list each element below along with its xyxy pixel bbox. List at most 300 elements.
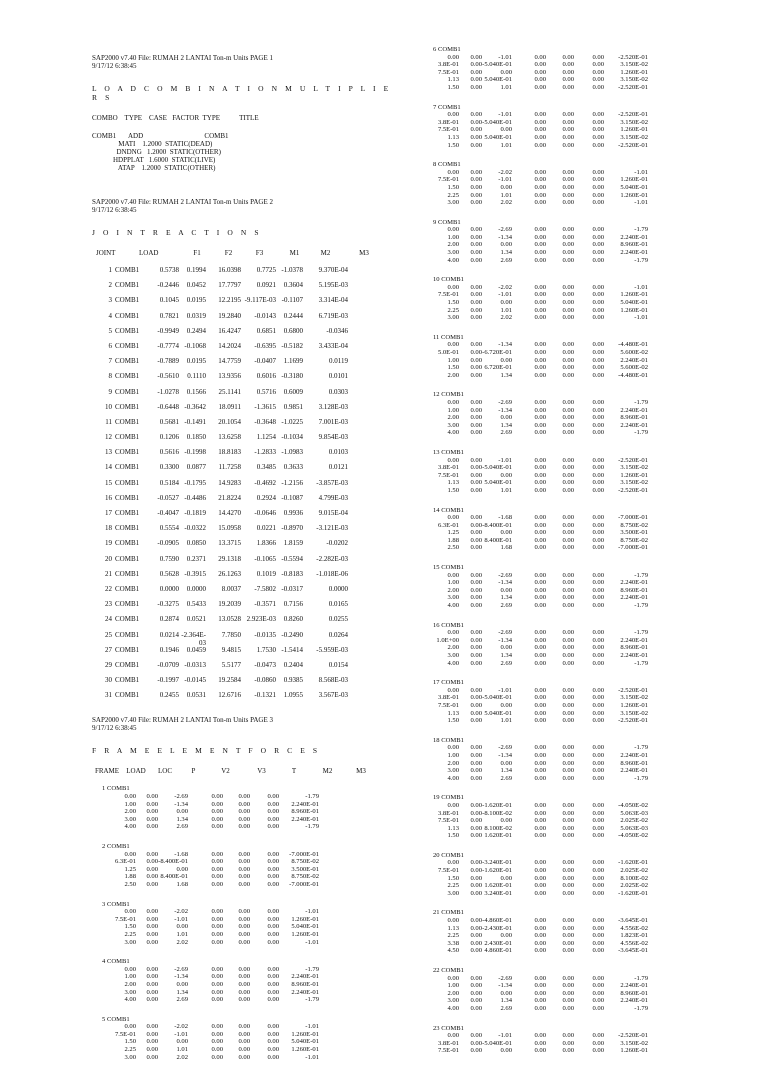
frame-force-row <box>425 572 755 580</box>
frame-force-cell: 5.0E-01 <box>437 349 459 356</box>
joint-reaction-cell: -0.0135 <box>254 630 276 639</box>
frame-force-cell: 0.00 <box>592 429 604 437</box>
frame-force-cell: 0.00 <box>562 118 574 126</box>
frame-force-cell: 6.720E-01 <box>484 364 512 372</box>
frame-force-cell: -2.69 <box>498 226 512 234</box>
frame-force-cell: -1.34 <box>174 800 188 808</box>
frame-force-cell: 0.00 <box>562 464 574 472</box>
frame-force-cell: 1.00 <box>447 356 459 364</box>
frame-force-cell: 0.00 <box>592 314 604 322</box>
frame-force-cell: 2.25 <box>124 930 136 938</box>
frame-force-cell: 0.00 <box>592 709 604 717</box>
frame-force-cell: -2.69 <box>498 974 512 982</box>
joint-reaction-cell: COMB1 <box>115 691 140 700</box>
joint-reaction-cell: 27 <box>105 645 112 654</box>
frame-force-cell: 1.68 <box>176 880 188 888</box>
frame-force-cell: 0.00 <box>500 932 512 940</box>
frame-force-cell: 0.00 <box>146 800 158 808</box>
frame-force-cell: -1.79 <box>634 1004 648 1012</box>
frame-force-cell: 0.00 <box>562 349 574 356</box>
frame-force-cell: -1.01 <box>498 291 512 299</box>
frame-element-block <box>425 449 755 495</box>
joint-reaction-cell: COMB1 <box>115 402 140 411</box>
frame-force-cell: 0.00 <box>124 908 136 916</box>
frame-force-cell: 0.00 <box>534 341 546 349</box>
joint-reaction-cell: COMB1 <box>115 615 140 624</box>
frame-force-cell: -1.01 <box>305 938 319 946</box>
frame-header-cell: T <box>291 767 297 776</box>
frame-force-cell: -1.34 <box>498 751 512 759</box>
frame-force-cell: 4.556E-02 <box>620 939 648 947</box>
page2-header-line1: SAP2000 v7.40 File: RUMAH 2 LANTAI Ton-m Units PAGE 2 <box>92 198 273 206</box>
frame-force-cell: -1.620E-01 <box>482 867 512 875</box>
frame-force-cell: 0.00 <box>534 652 546 659</box>
frame-force-cell: 0.00 <box>447 629 459 637</box>
frame-force-cell: 0.00 <box>592 824 604 832</box>
frame-force-cell: 1.01 <box>500 486 512 494</box>
frame-force-cell: 3.150E-02 <box>620 464 648 472</box>
frame-element-block <box>425 161 755 207</box>
frame-force-cell: 0.00 <box>470 241 482 249</box>
joint-reaction-cell: 0.0121 <box>328 463 348 472</box>
frame-force-cell: 2.50 <box>124 880 136 888</box>
frame-force-cell: 0.00 <box>470 306 482 314</box>
joint-reaction-cell: COMB1 <box>115 554 140 563</box>
frame-element-title: 14 COMB1 <box>433 506 464 514</box>
joint-reaction-cell: COMB1 <box>115 281 140 290</box>
frame-force-cell: 0.00 <box>267 808 279 816</box>
frame-force-cell: 0.00 <box>592 406 604 414</box>
frame-force-cell: 0.00 <box>562 514 574 522</box>
frame-force-cell: -1.79 <box>305 793 319 801</box>
frame-force-cell: 0.00 <box>534 183 546 191</box>
joint-reaction-cell: 9 <box>108 387 112 396</box>
frame-force-cell: 0.00 <box>238 850 250 858</box>
joint-reaction-cell: 20 <box>105 554 112 563</box>
frame-force-cell: 0.00 <box>562 579 574 587</box>
joint-reaction-cell: -0.3275 <box>157 600 179 609</box>
frame-force-cell: 5.600E-02 <box>620 364 648 372</box>
joint-reaction-cell: -0.0322 <box>184 524 206 533</box>
frame-force-cell: 0.00 <box>562 241 574 249</box>
frame-force-cell: 0.00 <box>534 283 546 291</box>
frame-force-cell: 0.00 <box>562 256 574 264</box>
frame-force-cell: 3.150E-02 <box>620 694 648 702</box>
joint-reaction-row <box>92 388 392 403</box>
frame-force-cell: 0.00 <box>562 1004 574 1012</box>
joint-reaction-cell: COMB1 <box>115 433 140 442</box>
frame-force-cell: 0.00 <box>534 241 546 249</box>
frame-force-cell: 0.00 <box>562 141 574 149</box>
frame-force-cell: 0.00 <box>146 873 158 881</box>
frame-force-cell: 7.5E-01 <box>437 817 459 825</box>
frame-force-cell: 0.00 <box>592 414 604 422</box>
frame-force-cell: -2.02 <box>498 283 512 291</box>
joint-reaction-cell: COMB1 <box>115 326 140 335</box>
frame-force-cell: 0.00 <box>211 1030 223 1038</box>
frame-force-cell: 2.240E-01 <box>291 800 319 808</box>
frame-force-cell: 0.00 <box>470 874 482 882</box>
load-combination-title: L O A D C O M B I N A T I O N M U L T I P L I E R S <box>92 84 392 102</box>
joint-reaction-cell: -0.1065 <box>254 554 276 563</box>
joint-reaction-cell: 0.0000 <box>159 584 179 593</box>
frame-force-cell: 0.00 <box>211 908 223 916</box>
load-combination-table <box>92 114 392 172</box>
joint-reaction-cell: -0.8970 <box>281 524 303 533</box>
frame-force-row <box>425 314 755 322</box>
frame-force-cell: 0.00 <box>562 199 574 207</box>
frame-force-cell: 0.00 <box>592 939 604 947</box>
joint-reaction-cell: -0.4486 <box>184 493 206 502</box>
frame-element-title: 19 COMB1 <box>433 794 464 802</box>
joint-reaction-cell: 16.4247 <box>218 326 241 335</box>
joint-reaction-cell: 9.015E-04 <box>318 509 348 517</box>
frame-force-cell: -5.040E-01 <box>482 464 512 472</box>
frame-force-row <box>425 760 755 768</box>
joint-reaction-cell: COMB1 <box>115 539 140 548</box>
frame-force-cell: 0.00 <box>211 858 223 866</box>
page3-header-line2: 9/17/12 6:38:45 <box>92 724 137 733</box>
frame-force-cell: 0.00 <box>470 199 482 207</box>
frame-force-cell: -2.69 <box>498 571 512 579</box>
joint-reaction-row <box>92 494 392 509</box>
joint-reaction-cell: 5 <box>108 326 112 335</box>
frame-force-row <box>92 981 392 989</box>
joint-reaction-cell: 0.0000 <box>186 584 206 593</box>
frame-force-row <box>92 923 392 931</box>
frame-force-row <box>425 372 755 380</box>
frame-force-cell: 0.00 <box>470 767 482 775</box>
frame-force-cell: -1.79 <box>634 398 648 406</box>
frame-force-cell: 2.00 <box>124 808 136 816</box>
frame-force-cell: 1.50 <box>447 717 459 725</box>
joint-header-cell: LOAD <box>139 249 159 257</box>
frame-force-cell: 0.00 <box>534 133 546 141</box>
frame-force-cell: 0.00 <box>146 808 158 816</box>
frame-force-cell: 2.00 <box>124 980 136 988</box>
joint-reaction-cell: COMB1 <box>115 478 140 487</box>
frame-force-cell: -1.79 <box>634 659 648 667</box>
frame-force-cell: -4.050E-02 <box>618 801 648 809</box>
frame-force-cell: 0.00 <box>500 471 512 479</box>
frame-force-cell: 8.400E-01 <box>484 536 512 544</box>
frame-force-cell: 0.00 <box>500 644 512 652</box>
joint-reaction-cell: 13.6258 <box>218 433 241 442</box>
frame-force-cell: 0.00 <box>470 536 482 544</box>
joint-reaction-cell: -5.959E-03 <box>316 645 348 654</box>
frame-force-cell: 0.00 <box>238 908 250 916</box>
frame-force-row <box>425 717 755 725</box>
frame-force-row <box>92 808 392 816</box>
frame-force-cell: 0.00 <box>267 965 279 973</box>
joint-reaction-cell: 14.4270 <box>218 509 241 517</box>
frame-force-cell: 4.00 <box>447 602 459 610</box>
frame-force-cell: 0.00 <box>534 1047 546 1055</box>
joint-reaction-cell: 16.0398 <box>218 266 241 274</box>
joint-reaction-cell: 18 <box>105 524 112 533</box>
frame-force-cell: 0.00 <box>447 456 459 464</box>
frame-force-cell: 0.00 <box>267 873 279 881</box>
joint-reaction-cell: -0.1321 <box>254 691 276 700</box>
joint-reaction-cell: 1.7530 <box>256 645 276 654</box>
frame-force-cell: 0.00 <box>562 456 574 464</box>
frame-force-cell: 2.69 <box>500 602 512 610</box>
frame-force-cell: 8.960E-01 <box>620 644 648 652</box>
frame-force-cell: 0.00 <box>470 939 482 947</box>
joint-reaction-cell: 0.0000 <box>328 584 348 593</box>
frame-force-cell: 0.00 <box>534 832 546 840</box>
frame-force-cell: 0.00 <box>447 226 459 234</box>
joint-reaction-row <box>92 600 392 615</box>
frame-force-cell: 0.00 <box>534 982 546 990</box>
frame-force-cell: 0.00 <box>470 586 482 594</box>
frame-force-cell: 0.00 <box>470 774 482 782</box>
joint-reaction-cell: -0.1107 <box>281 296 303 305</box>
joint-header-cell: JOINT <box>96 249 116 257</box>
frame-force-cell: 0.00 <box>211 823 223 831</box>
frame-force-cell: 0.00 <box>562 529 574 537</box>
frame-force-cell: 0.00 <box>500 126 512 134</box>
frame-force-cell: 0.00 <box>592 364 604 372</box>
frame-force-cell: -6.720E-01 <box>482 349 512 356</box>
joint-reaction-cell: COMB1 <box>115 387 140 396</box>
frame-force-cell: 0.00 <box>238 938 250 946</box>
frame-force-cell: 0.00 <box>592 1004 604 1012</box>
joint-reaction-cell: 0.0119 <box>329 357 348 366</box>
frame-force-cell: 0.00 <box>211 800 223 808</box>
frame-force-cell: 1.260E-01 <box>620 471 648 479</box>
frame-element-title: 8 COMB1 <box>433 161 461 169</box>
frame-force-row <box>425 241 755 249</box>
frame-force-row <box>425 882 755 890</box>
frame-force-cell: 3.00 <box>447 594 459 602</box>
frame-force-cell: 2.00 <box>447 414 459 422</box>
frame-force-cell: 0.00 <box>562 832 574 840</box>
frame-force-cell: 1.34 <box>176 988 188 996</box>
frame-force-cell: 1.68 <box>500 544 512 552</box>
frame-force-cell: 0.00 <box>447 859 459 867</box>
frame-force-cell: 0.00 <box>534 349 546 356</box>
frame-force-cell: 5.040E-01 <box>291 1038 319 1046</box>
frame-force-cell: 1.260E-01 <box>620 176 648 184</box>
joint-reaction-cell: 0.2404 <box>283 660 303 669</box>
frame-force-cell: 0.00 <box>562 686 574 694</box>
frame-force-cell: 0.00 <box>534 932 546 940</box>
frame-force-cell: 0.00 <box>470 571 482 579</box>
frame-force-cell: 0.00 <box>562 809 574 817</box>
joint-reaction-cell: -0.1491 <box>184 417 206 426</box>
frame-force-cell: 1.88 <box>447 536 459 544</box>
frame-force-cell: 0.00 <box>267 908 279 916</box>
frame-force-cell: -1.79 <box>305 823 319 831</box>
frame-force-cell: 0.00 <box>211 808 223 816</box>
joint-reaction-cell: 13.3715 <box>218 539 241 548</box>
joint-reactions-rows <box>92 266 392 706</box>
frame-force-cell: 0.00 <box>592 652 604 659</box>
frame-force-cell: 0.00 <box>592 168 604 176</box>
frame-element-title: 1 COMB1 <box>102 785 130 793</box>
frame-force-row <box>425 1032 755 1040</box>
frame-force-cell: 1.01 <box>176 1046 188 1054</box>
frame-force-cell: 0.00 <box>267 980 279 988</box>
frame-force-cell: 0.00 <box>534 429 546 437</box>
frame-force-cell: 0.00 <box>534 371 546 379</box>
joint-reaction-cell: 0.0154 <box>328 660 348 669</box>
joint-reaction-cell: 0.0165 <box>328 600 348 609</box>
frame-force-row <box>425 84 755 92</box>
frame-force-cell: 0.00 <box>562 133 574 141</box>
frame-force-cell: -1.01 <box>634 168 648 176</box>
frame-force-cell: 1.34 <box>500 249 512 257</box>
joint-reaction-cell: 0.0459 <box>186 645 206 654</box>
joint-reaction-cell: -0.0905 <box>157 539 179 548</box>
frame-force-cell: -8.100E-02 <box>482 809 512 817</box>
joint-reaction-cell: 0.0850 <box>186 539 206 548</box>
frame-force-row <box>425 464 755 472</box>
load-combination-row: DNDNG 1.2000 STATIC(OTHER) <box>92 148 221 156</box>
frame-blocks-left <box>92 785 392 1061</box>
frame-force-cell: -8.400E-01 <box>158 858 188 866</box>
joint-reaction-cell: 14.9283 <box>218 478 241 487</box>
frame-force-cell: 3.00 <box>447 199 459 207</box>
frame-force-cell: 2.240E-01 <box>620 767 648 775</box>
joint-reaction-cell: 9.4815 <box>221 645 241 654</box>
frame-force-cell: 1.823E-01 <box>620 932 648 940</box>
frame-force-cell: 1.01 <box>500 717 512 725</box>
frame-force-cell: 2.240E-01 <box>620 652 648 659</box>
frame-element-block <box>425 219 755 265</box>
joint-reaction-row <box>92 676 392 691</box>
frame-force-row <box>425 817 755 825</box>
joint-reaction-cell: -1.0278 <box>157 387 179 396</box>
joint-reaction-cell: COMB1 <box>115 463 140 472</box>
frame-force-cell: 0.00 <box>470 594 482 602</box>
frame-force-cell: -7.000E-01 <box>289 850 319 858</box>
frame-force-cell: 0.00 <box>592 859 604 867</box>
joint-reaction-cell: COMB1 <box>115 266 140 274</box>
frame-force-cell: 0.00 <box>470 133 482 141</box>
frame-force-cell: -3.645E-01 <box>618 947 648 955</box>
frame-force-cell: 0.00 <box>534 486 546 494</box>
frame-force-cell: 1.260E-01 <box>620 191 648 199</box>
frame-force-cell: 3.8E-01 <box>437 809 459 817</box>
frame-force-cell: 0.00 <box>562 889 574 897</box>
frame-force-cell: 1.34 <box>500 767 512 775</box>
frame-force-cell: 0.00 <box>534 636 546 644</box>
frame-force-cell: 0.00 <box>534 471 546 479</box>
frame-force-cell: -1.620E-01 <box>618 889 648 897</box>
frame-force-cell: 0.00 <box>592 602 604 610</box>
frame-force-cell: 0.00 <box>211 793 223 801</box>
joint-reaction-cell: -0.5610 <box>157 372 179 381</box>
frame-force-cell: 0.00 <box>146 923 158 931</box>
joint-reaction-row <box>92 433 392 448</box>
joint-reaction-row <box>92 372 392 387</box>
frame-force-cell: 0.00 <box>470 974 482 982</box>
frame-force-cell: -1.01 <box>305 1053 319 1061</box>
frame-force-cell: 0.00 <box>211 923 223 931</box>
joint-reaction-cell: 0.5616 <box>159 448 179 457</box>
frame-force-cell: 0.00 <box>211 873 223 881</box>
frame-force-cell: 0.00 <box>211 930 223 938</box>
frame-element-block <box>425 909 755 955</box>
joint-reaction-cell: 19.2840 <box>218 311 241 320</box>
frame-force-cell: 3.240E-01 <box>484 889 512 897</box>
frame-force-cell: 0.00 <box>500 1047 512 1055</box>
frame-force-cell: 0.00 <box>447 686 459 694</box>
frame-force-cell: 0.00 <box>238 930 250 938</box>
frame-force-cell: 0.00 <box>238 1046 250 1054</box>
frame-force-row <box>92 823 392 831</box>
joint-reaction-cell: COMB1 <box>115 600 140 609</box>
joint-reaction-cell: -0.1997 <box>157 676 179 685</box>
frame-force-cell: 0.00 <box>592 947 604 955</box>
frame-force-cell: 3.00 <box>124 988 136 996</box>
frame-force-cell: 0.00 <box>534 479 546 487</box>
frame-force-cell: 0.00 <box>562 594 574 602</box>
frame-force-cell: 0.00 <box>211 996 223 1004</box>
joint-reaction-cell: 1.8159 <box>283 539 303 548</box>
joint-reaction-cell: 0.2494 <box>186 326 206 335</box>
frame-force-cell: -1.79 <box>305 996 319 1004</box>
frame-force-cell: 0.00 <box>470 709 482 717</box>
frame-force-cell: 0.00 <box>592 398 604 406</box>
frame-force-cell: 0.00 <box>562 299 574 307</box>
frame-force-row <box>425 234 755 242</box>
joint-reaction-cell: 0.0303 <box>328 387 348 396</box>
frame-force-cell: 1.01 <box>500 141 512 149</box>
joint-reaction-cell: 4.799E-03 <box>318 493 348 502</box>
page2-header-line2: 9/17/12 6:38:45 <box>92 206 137 214</box>
frame-force-cell: 0.00 <box>470 464 482 472</box>
frame-force-cell: 2.240E-01 <box>620 594 648 602</box>
joint-reaction-cell: 1.1699 <box>283 357 303 366</box>
frame-force-cell: 8.960E-01 <box>620 241 648 249</box>
joint-reaction-cell: 0.5554 <box>159 524 179 533</box>
frame-force-cell: 2.69 <box>500 659 512 667</box>
frame-force-cell: -2.520E-01 <box>618 486 648 494</box>
joint-reaction-cell: 19.2039 <box>218 600 241 609</box>
frame-header-cell: M2 <box>322 767 333 776</box>
frame-force-cell: 0.00 <box>592 644 604 652</box>
frame-force-cell: 0.00 <box>534 291 546 299</box>
frame-element-title: 17 COMB1 <box>433 679 464 687</box>
frame-force-cell: 0.00 <box>447 283 459 291</box>
frame-force-cell: 0.00 <box>592 932 604 940</box>
joint-reaction-cell: 0.5681 <box>159 417 179 426</box>
frame-force-row <box>425 199 755 207</box>
frame-force-cell: 2.25 <box>447 191 459 199</box>
frame-force-cell: 0.00 <box>592 191 604 199</box>
frame-force-cell: 0.00 <box>592 717 604 725</box>
frame-force-cell: 0.00 <box>534 867 546 875</box>
frame-force-cell: 0.00 <box>534 299 546 307</box>
frame-force-cell: -8.400E-01 <box>482 521 512 529</box>
frame-force-cell: 3.00 <box>447 249 459 257</box>
frame-force-cell: 0.00 <box>534 1039 546 1047</box>
frame-force-cell: 0.00 <box>238 793 250 801</box>
joint-reaction-cell: 16 <box>105 493 112 502</box>
frame-force-cell: 0.00 <box>470 356 482 364</box>
frame-force-cell: 2.240E-01 <box>291 815 319 823</box>
frame-force-cell: 0.00 <box>146 1046 158 1054</box>
frame-force-cell: 8.750E-02 <box>291 858 319 866</box>
frame-force-cell: 3.150E-02 <box>620 1039 648 1047</box>
joint-reaction-row <box>92 281 392 296</box>
frame-force-cell: 0.00 <box>238 973 250 981</box>
frame-force-cell: 1.260E-01 <box>620 291 648 299</box>
frame-force-cell: 0.00 <box>267 823 279 831</box>
